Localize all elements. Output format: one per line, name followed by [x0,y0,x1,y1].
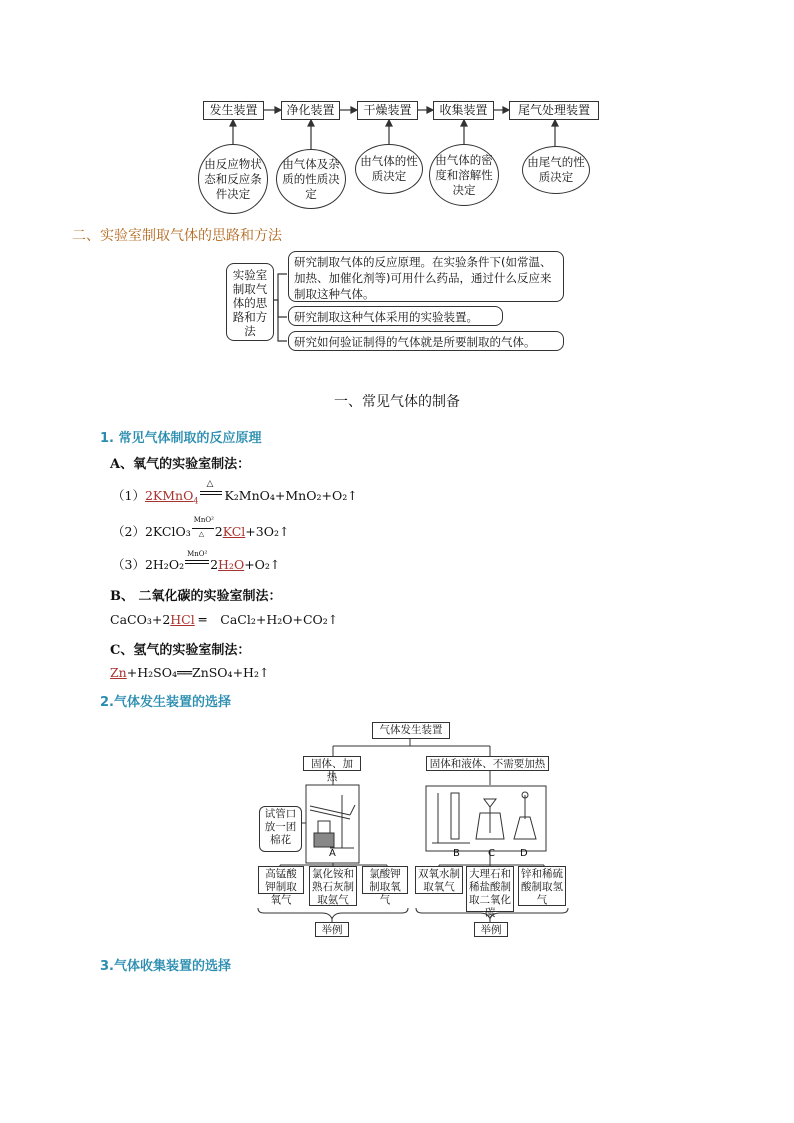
eq1-reactant: KMnO [152,488,194,503]
apparatus-a [310,795,355,848]
eq1-coef: 2 [144,488,153,503]
eq5-rest: +H₂SO₄══ZnSO₄+H₂↑ [126,665,270,680]
apparatus-a-label: A [329,848,336,859]
eq1-num: （1） [112,488,145,503]
eq3-reactant: 2H₂O₂ [144,557,185,572]
eq3 [112,550,281,573]
s1-c-title: C、氢气的实验室制法： [110,643,251,658]
section2-left-box: 实验室制取气体的思路和方法 [226,263,274,341]
section2-item-1: 研究制取气体的反应原理。在实验条件下(如常温、加热、加催化剂等)可用什么药品，通过什么反应来制取这种气体。 [288,251,564,302]
example-label-left: 举例 [315,922,349,937]
s3-heading: 3.气体收集装置的选择 [100,959,231,974]
example-kmno4: 高锰酸钾制取氧气 [258,866,304,894]
gen-top-box: 气体发生装置 [372,722,450,739]
flow-box-purification: 净化装置 [281,101,340,120]
flow-oval-collection: 由气体的密度和溶解性决定 [429,144,499,206]
eq2-rest: +3O₂↑ [245,524,290,539]
s1-a-title: A、氧气的实验室制法： [110,457,251,472]
eq3-coef: 2 [210,557,219,572]
eq1-products: K₂MnO₄+MnO₂+O₂↑ [224,488,358,503]
main-title: 一、常见气体的制备 [334,394,460,410]
eq5-u: Zn [110,665,127,680]
eq5 [110,665,269,680]
section2-heading: 二、实验室制取气体的思路和方法 [72,228,282,244]
eq2-reactant: 2KClO₃ [144,524,191,539]
example-zn: 锌和稀硫酸制取氢气 [518,866,566,906]
section2-item-3: 研究如何验证制得的气体就是所要制取的气体。 [288,331,564,351]
s1-b-title: B、 二氧化碳的实验室制法： [110,589,282,604]
apparatus-c-label: C [488,848,495,859]
eq4-left: CaCO₃+2 [110,612,171,627]
example-nh4cl: 氯化铵和熟石灰制取氨气 [309,866,357,906]
eq4-right: CaCl₂+H₂O+CO₂↑ [220,612,339,627]
flow-box-collection: 收集装置 [433,101,494,120]
eq2 [112,516,290,540]
delta-icon: △ [198,530,205,538]
flow-box-drying: 干燥装置 [357,101,418,120]
eq3-rest: +O₂↑ [244,557,281,572]
s2-heading: 2.气体发生装置的选择 [100,695,231,710]
eq3-num: （3） [112,557,145,572]
eq2-condition: MnO² △ [193,516,214,538]
eq4 [110,612,338,627]
section2-item-2: 研究制取这种气体采用的实验装置。 [288,306,503,326]
flow-box-tail-gas: 尾气处理装置 [509,101,599,120]
flow-oval-tail-gas: 由尾气的性质决定 [522,146,590,194]
flow-oval-purification: 由气体及杂质的性质决定 [276,149,346,209]
eq4-u: HCl [170,612,195,627]
s1-heading: 1. 常见气体制取的反应原理 [100,431,262,446]
eq1-sub: 4 [193,496,199,506]
delta-icon: △ [206,479,214,489]
apparatus-b-label: B [453,848,460,859]
eq1 [112,479,358,506]
eq2-coef: 2 [214,524,223,539]
example-kclo3: 氯酸钾制取氧气 [362,866,408,894]
flow-oval-generation: 由反应物状态和反应条件决定 [198,144,268,214]
example-caco3: 大理石和稀盐酸制取二氧化碳 [466,866,514,912]
eq2-num: （2） [112,524,145,539]
gen-right-branch: 固体和液体、不需要加热 [426,756,549,771]
example-h2o2: 双氧水制取氧气 [415,866,463,894]
eq3-product-u: H₂O [218,557,245,572]
example-label-right: 举例 [474,922,508,937]
gen-note-cotton: 试管口放一团棉花 [259,806,302,852]
gen-left-branch: 固体、加热 [303,756,361,771]
apparatus-bcd [432,792,536,843]
eq4-sign: ═ [198,612,207,627]
flow-oval-drying: 由气体的性质决定 [355,144,423,194]
eq3-condition: MnO² [185,559,209,569]
eq2-product-u: KCl [222,524,246,539]
eq1-condition [200,479,222,500]
apparatus-d-label: D [520,848,528,859]
flow-box-generation: 发生装置 [203,101,264,120]
